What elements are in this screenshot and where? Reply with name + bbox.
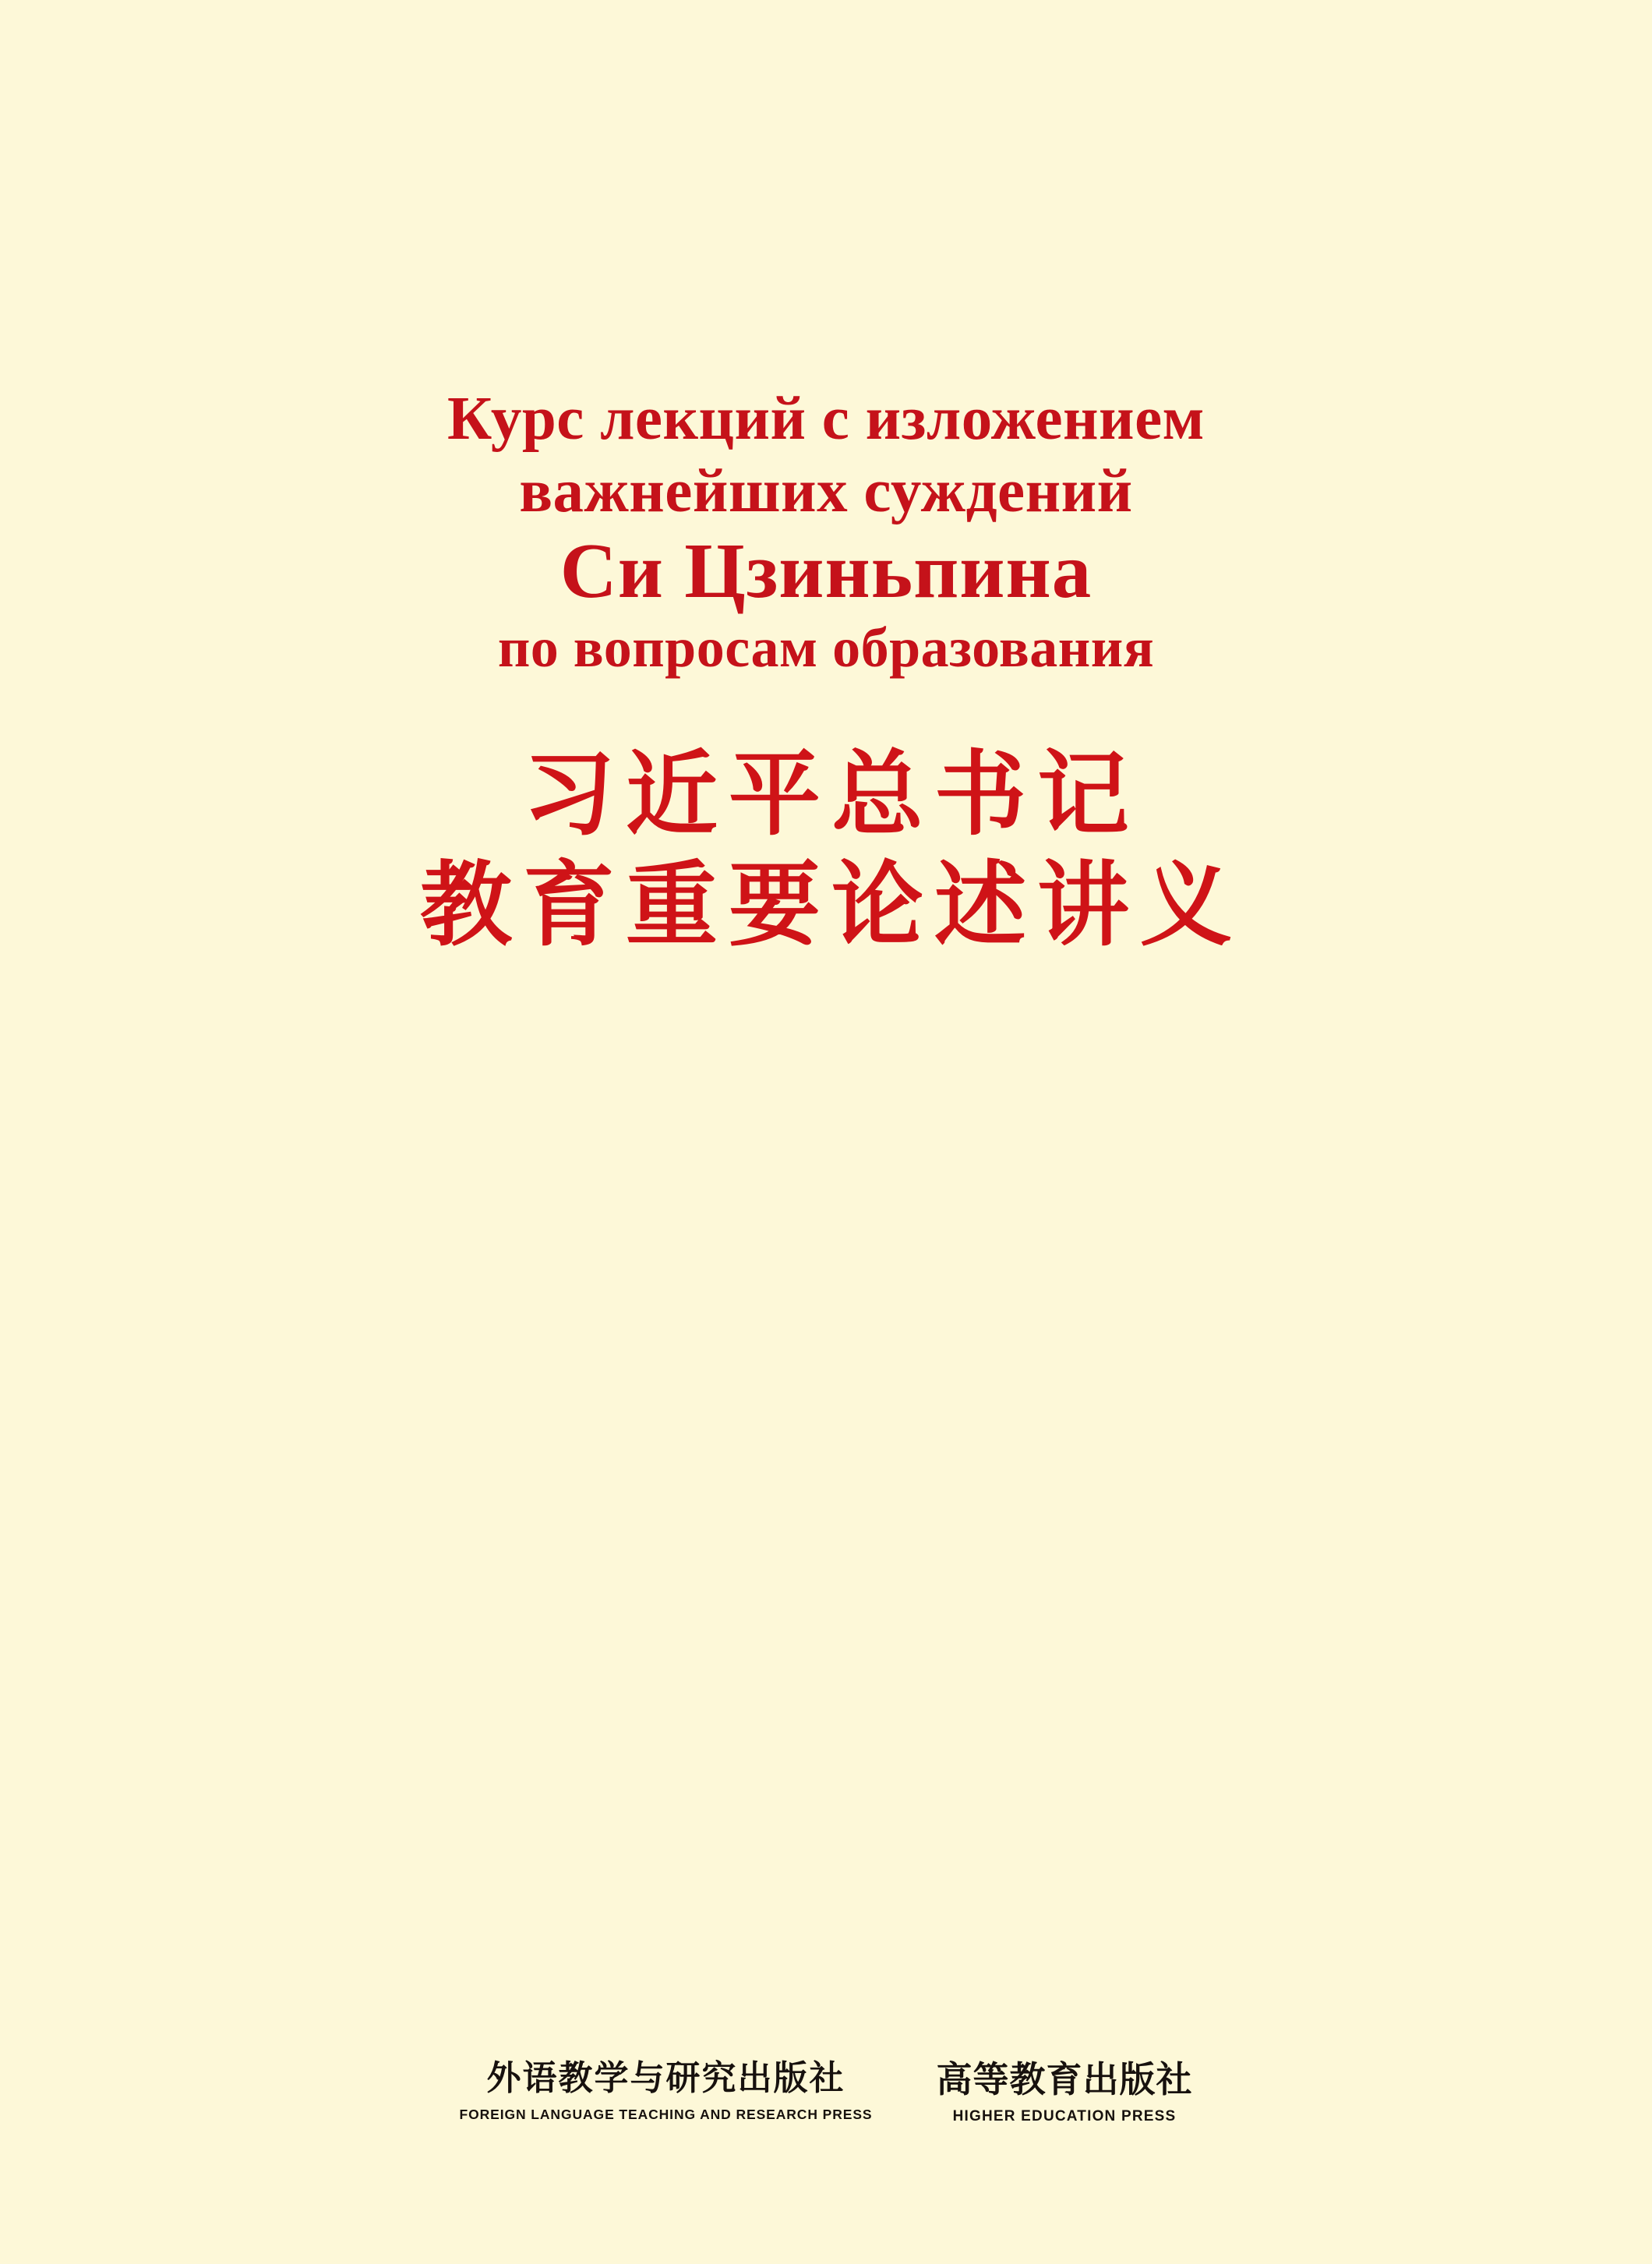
chinese-title-line-1: 习近平总书记 (522, 740, 1140, 848)
russian-title-line-2: важнейших суждений (519, 457, 1133, 525)
chinese-title (281, 740, 1371, 959)
russian-title-line-4: по вопросам образования (497, 616, 1155, 679)
publisher-hep-name-cn: 高等教育出版社 (936, 2057, 1193, 2100)
publisher-fltrp (460, 2058, 873, 2123)
publisher-logos (0, 2058, 1652, 2125)
chinese-title-line-2: 教育重要论述讲义 (419, 851, 1243, 959)
publisher-fltrp-name-cn: 外语教学与研究出版社 (486, 2057, 845, 2098)
publisher-hep (936, 2058, 1192, 2125)
russian-title-line-1: Курс лекций с изложением (447, 385, 1205, 453)
publisher-fltrp-name-en: FOREIGN LANGUAGE TEACHING AND RESEARCH PRESS (459, 2106, 873, 2122)
russian-title (296, 385, 1356, 679)
publisher-hep-name-en: HIGHER EDUCATION PRESS (952, 2108, 1177, 2124)
russian-title-line-3: Си Цзиньпина (559, 527, 1093, 614)
